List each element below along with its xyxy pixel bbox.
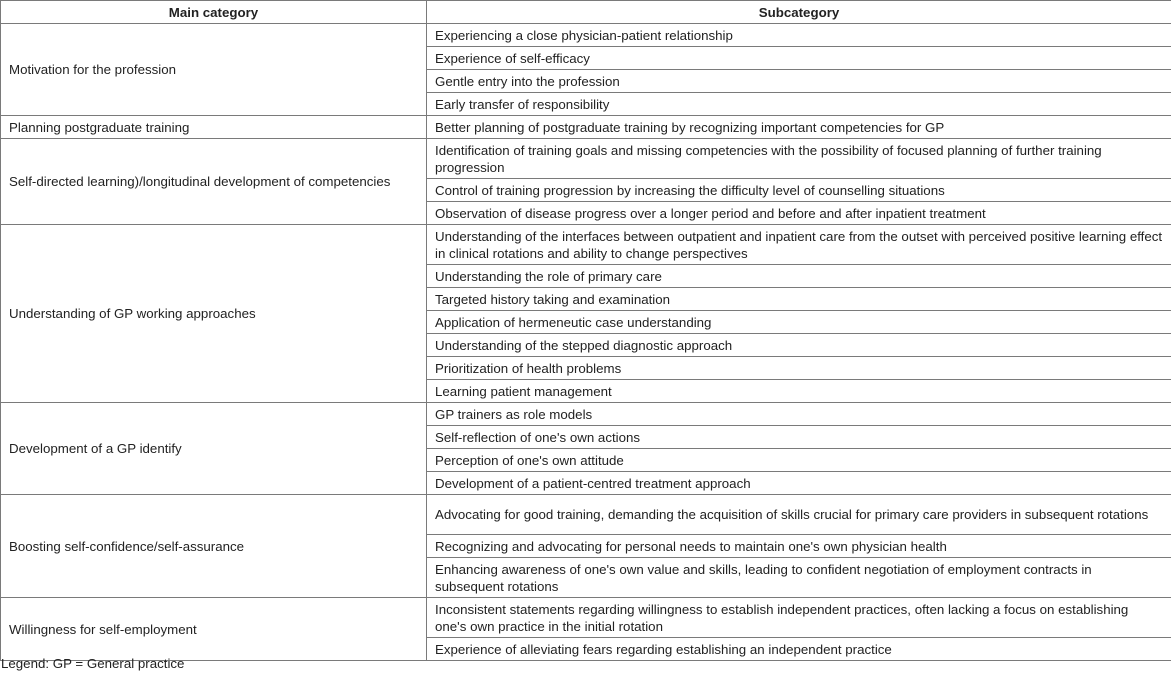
subcategory-cell: Learning patient management	[427, 380, 1171, 403]
subcategory-cell: Experience of self-efficacy	[427, 47, 1171, 70]
subcategory-cell: Inconsistent statements regarding willingness to establish independent practices, often lacking a focus on establishing one's own practice in the initial rotation	[427, 598, 1171, 638]
subcategory-cell: Early transfer of responsibility	[427, 93, 1171, 116]
table-row	[1, 116, 1171, 139]
subcategory-cell: Advocating for good training, demanding the acquisition of skills crucial for primary care providers in subsequent rotations	[427, 495, 1171, 535]
subcategory-cell: GP trainers as role models	[427, 403, 1171, 426]
subcategory-cell: Understanding of the stepped diagnostic approach	[427, 334, 1171, 357]
subcategory-cell: Recognizing and advocating for personal needs to maintain one's own physician health	[427, 535, 1171, 558]
table-row	[1, 24, 1171, 47]
legend: Legend: GP = General practice	[1, 656, 185, 671]
table-row	[1, 403, 1171, 426]
subcategory-cell: Understanding of the interfaces between outpatient and inpatient care from the outset with perceived positive learning effect in clinical rotations and ability to change perspectives	[427, 225, 1171, 265]
subcategory-cell: Prioritization of health problems	[427, 357, 1171, 380]
subcategory-cell: Understanding the role of primary care	[427, 265, 1171, 288]
main-category-cell: Planning postgraduate training	[1, 116, 427, 139]
subcategory-cell: Enhancing awareness of one's own value and skills, leading to confident negotiation of employment contracts in subsequent rotations	[427, 558, 1171, 598]
subcategory-cell: Experiencing a close physician-patient relationship	[427, 24, 1171, 47]
subcategory-cell: Observation of disease progress over a longer period and before and after inpatient treatment	[427, 202, 1171, 225]
main-category-cell: Development of a GP identify	[1, 403, 427, 495]
main-category-cell: Self-directed learning)/longitudinal development of competencies	[1, 139, 427, 225]
table-body	[1, 24, 1171, 661]
table-row	[1, 495, 1171, 535]
table-row	[1, 598, 1171, 638]
subcategory-cell: Identification of training goals and missing competencies with the possibility of focused planning of further training progression	[427, 139, 1171, 179]
header-subcategory: Subcategory	[427, 1, 1171, 24]
subcategory-cell: Targeted history taking and examination	[427, 288, 1171, 311]
header-row	[1, 1, 1171, 24]
subcategory-cell: Application of hermeneutic case understanding	[427, 311, 1171, 334]
subcategory-cell: Control of training progression by increasing the difficulty level of counselling situations	[427, 179, 1171, 202]
subcategory-cell: Gentle entry into the profession	[427, 70, 1171, 93]
main-category-cell: Willingness for self-employment	[1, 598, 427, 661]
main-category-cell: Boosting self-confidence/self-assurance	[1, 495, 427, 598]
header-main-category: Main category	[1, 1, 427, 24]
subcategory-cell: Self-reflection of one's own actions	[427, 426, 1171, 449]
main-category-cell: Motivation for the profession	[1, 24, 427, 116]
table-row	[1, 139, 1171, 179]
subcategory-cell: Perception of one's own attitude	[427, 449, 1171, 472]
subcategory-cell: Experience of alleviating fears regarding establishing an independent practice	[427, 638, 1171, 661]
main-category-cell: Understanding of GP working approaches	[1, 225, 427, 403]
subcategory-cell: Development of a patient-centred treatment approach	[427, 472, 1171, 495]
subcategory-cell: Better planning of postgraduate training by recognizing important competencies for GP	[427, 116, 1171, 139]
table-row	[1, 225, 1171, 265]
